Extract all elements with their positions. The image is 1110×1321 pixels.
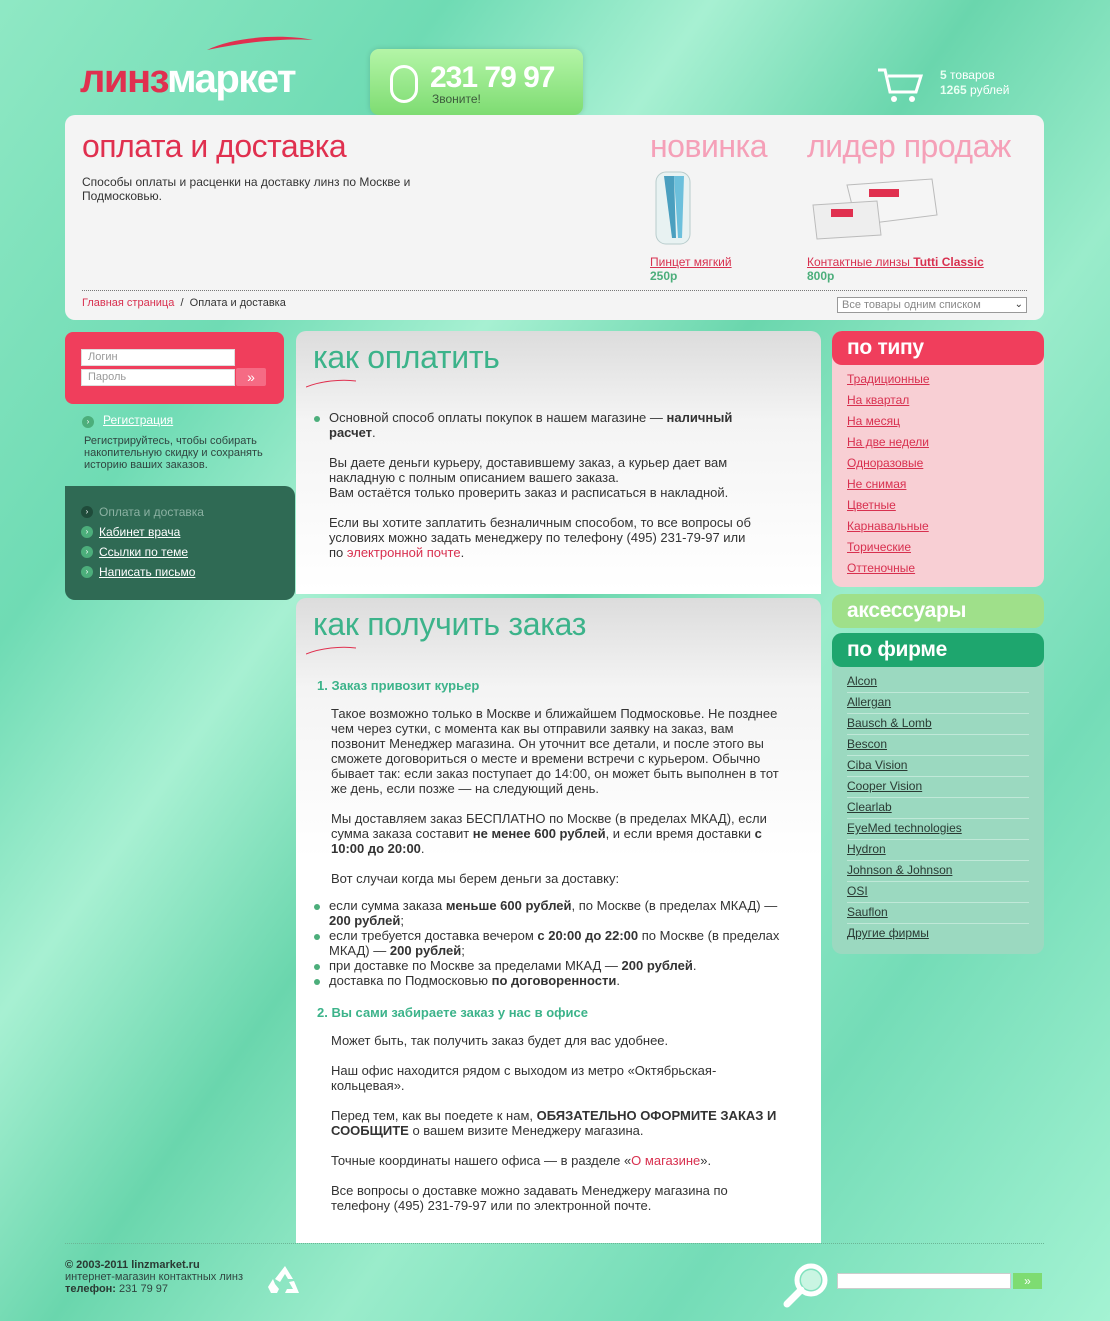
divider: [82, 290, 1027, 291]
breadcrumb-home[interactable]: Главная страница: [82, 297, 175, 309]
footer-divider: [65, 1243, 1044, 1244]
phone-icon: [390, 65, 418, 103]
payment-text: [329, 410, 759, 560]
text: Такое возможно только в Москве и ближайшем Подмосковье. Не позднее чем через сутки, с момента как вы отправили заявку на заказ, вам позвонит Менеджер магазина. Он уточнит все детали, и после этого вы сможете договориться о месте и времени встречи с курьером. Обычно бывает так: если заказ поступает до 14:00, он может быть выполнен в тот же день, если позже — на следующий день.: [331, 706, 779, 796]
site-logo[interactable]: [80, 56, 295, 102]
bullet-icon: [314, 979, 320, 985]
firm-link[interactable]: OSI: [847, 884, 868, 898]
text-bold: по договоренности: [491, 973, 617, 988]
all-goods-select-value: Все товары одним списком: [842, 299, 981, 311]
list-item: [329, 958, 789, 973]
text-bold: наличный расчет: [329, 410, 733, 440]
text: Все вопросы о доставке можно задавать Менеджеру магазина по телефону (495) 231-79-97 или по электронной почте.: [331, 1183, 728, 1213]
footer-phone-label: телефон:: [65, 1283, 116, 1295]
firm-link[interactable]: Johnson & Johnson: [847, 863, 953, 877]
type-link[interactable]: Одноразовые: [847, 456, 924, 470]
text-bold: 200 рублей: [621, 958, 693, 973]
delivery-list: [329, 898, 789, 988]
divider: [847, 839, 1029, 840]
nav-item-write[interactable]: [81, 565, 195, 579]
firm-link[interactable]: Sauflon: [847, 905, 888, 919]
type-link[interactable]: На месяц: [847, 414, 900, 428]
chevron-down-icon: ⌄: [1014, 299, 1023, 310]
list-item: [329, 928, 789, 958]
cart-summary[interactable]: [940, 68, 1009, 98]
firm-link[interactable]: Bescon: [847, 737, 888, 751]
recycle-icon: [265, 1263, 305, 1298]
firm-link[interactable]: Alcon: [847, 674, 878, 688]
cart-sum-label: рублей: [970, 83, 1010, 97]
text: .: [616, 973, 621, 988]
firm-link[interactable]: Clearlab: [847, 800, 892, 814]
firm-link[interactable]: Bausch & Lomb: [847, 716, 932, 730]
text: ;: [400, 913, 404, 928]
phone-number: 231 79 97: [430, 61, 555, 94]
promo-leader-link-bold: Tutti Classic: [913, 255, 984, 269]
about-link[interactable]: О магазине: [631, 1153, 701, 1168]
delivery-subheading-2: 2. Вы сами забираете заказ у нас в офисе: [317, 1005, 589, 1020]
text: .: [372, 425, 376, 440]
breadcrumb-separator: /: [180, 297, 184, 309]
type-link[interactable]: Карнавальные: [847, 519, 929, 533]
text: если сумма заказа: [329, 898, 446, 913]
text: .: [420, 841, 425, 856]
cart-count-label: товаров: [950, 68, 995, 82]
bullet-icon: [314, 934, 320, 940]
text: о вашем визите Менеджеру магазина.: [408, 1123, 644, 1138]
search-input[interactable]: [837, 1273, 1011, 1289]
divider: [847, 755, 1029, 756]
firm-link[interactable]: Allergan: [847, 695, 892, 709]
list-item: [329, 898, 789, 928]
search-icon[interactable]: [783, 1262, 833, 1308]
promo-leader-heading: лидер продаж: [807, 128, 1011, 164]
phone-caption: Звоните!: [432, 92, 481, 106]
text: Вы даете деньги курьеру, доставившему заказ, а курьер дает вам накладную с полным описанием вашего заказа.: [329, 455, 728, 485]
firm-link[interactable]: EyeMed technologies: [847, 821, 962, 835]
logo-part2: маркет: [167, 57, 296, 101]
delivery-text-1: [331, 706, 781, 886]
text-bold: с 10:00 до 20:00: [331, 826, 762, 856]
text: доставка по Подмосковью: [329, 973, 492, 988]
page-title: оплата и доставка: [82, 128, 347, 164]
text: ;: [461, 943, 465, 958]
nav-item-label: Оплата и доставка: [99, 505, 204, 519]
category-by-type: [832, 331, 1044, 587]
text-bold: 200 рублей: [389, 943, 462, 958]
nav-item-label: Ссылки по теме: [99, 545, 189, 559]
nav-item-links[interactable]: [81, 545, 188, 559]
firm-link[interactable]: Hydron: [847, 842, 886, 856]
delivery-text-2: [331, 1033, 781, 1213]
type-link[interactable]: Цветные: [847, 498, 896, 512]
cart-icon[interactable]: [876, 66, 924, 104]
divider: [847, 818, 1029, 819]
logo-swoosh-icon: [205, 34, 315, 54]
firm-link[interactable]: Ciba Vision: [847, 758, 908, 772]
text: Вам остаётся только проверить заказ и расписаться в накладной.: [329, 485, 729, 500]
login-submit-button[interactable]: »: [236, 368, 266, 386]
bullet-icon: [314, 416, 320, 422]
type-link[interactable]: Традиционные: [847, 372, 930, 386]
text-bold: 200 рублей: [329, 913, 401, 928]
password-input[interactable]: Пароль: [81, 369, 235, 386]
left-nav: [65, 486, 295, 600]
text: , и если время доставки: [605, 826, 755, 841]
text: .: [692, 958, 697, 973]
arrow-right-icon: ›: [81, 506, 93, 518]
page-description: Способы оплаты и расценки на доставку линз по Москве и Подмосковью.: [82, 175, 411, 203]
login-form: [65, 332, 284, 404]
text: при доставке по Москве за пределами МКАД —: [329, 958, 622, 973]
promo-leader-link-text: Контактные линзы: [807, 255, 910, 269]
text-bold: ОБЯЗАТЕЛЬНО ОФОРМИТЕ ЗАКАЗ И СООБЩИТЕ: [331, 1108, 777, 1138]
text-bold: не менее 600 рублей: [472, 826, 606, 841]
text: Вот случаи когда мы берем деньги за доставку:: [331, 871, 620, 886]
divider: [847, 923, 1029, 924]
divider: [847, 860, 1029, 861]
text: Основной способ оплаты покупок в нашем магазине —: [329, 410, 667, 425]
swoosh-icon: [306, 379, 356, 389]
lens-box-image[interactable]: [807, 175, 942, 243]
arrow-right-icon: ›: [81, 566, 93, 578]
text: Может быть, так получить заказ будет для вас удобнее.: [331, 1033, 669, 1048]
payment-section: [296, 331, 821, 594]
delivery-section: [296, 598, 821, 1243]
logo-part1: линз: [80, 57, 168, 101]
text: Наш офис находится рядом с выходом из метро «Октябрьская-кольцевая».: [331, 1063, 717, 1093]
tweezers-image[interactable]: [650, 168, 710, 248]
text: .: [460, 545, 465, 560]
promo-leader-price: 800р: [807, 269, 835, 283]
text: Мы доставляем заказ БЕСПЛАТНО по Москве (в пределах МКАД), если сумма заказа составит: [331, 811, 767, 841]
text-bold: с 20:00 до 22:00: [537, 928, 639, 943]
firm-link[interactable]: Cooper Vision: [847, 779, 923, 793]
swoosh-icon: [306, 646, 356, 656]
text: ».: [700, 1153, 712, 1168]
login-input[interactable]: Логин: [81, 349, 235, 366]
type-link[interactable]: Оттеночные: [847, 561, 916, 575]
divider: [847, 692, 1029, 693]
bullet-icon: [314, 964, 320, 970]
page-header-box: [65, 115, 1044, 320]
nav-item-label: Написать письмо: [99, 565, 196, 579]
text: по Москве (в пределах МКАД) —: [329, 928, 780, 958]
firm-link[interactable]: Другие фирмы: [847, 926, 929, 940]
category-by-firm: [832, 633, 1044, 954]
promo-new-heading: новинка: [650, 128, 768, 164]
text-bold: меньше 600 рублей: [445, 898, 572, 913]
payment-title: как оплатить: [313, 339, 500, 375]
all-goods-select[interactable]: [837, 297, 1027, 313]
search-submit-button[interactable]: »: [1013, 1273, 1042, 1289]
type-link[interactable]: Не снимая: [847, 477, 907, 491]
type-link[interactable]: На квартал: [847, 393, 910, 407]
list-item: [329, 973, 789, 988]
text: Если вы хотите заплатить безналичным способом, то все вопросы об условиях можно задать менеджеру по телефону (495) 231-79-97 или по: [329, 515, 751, 560]
by-firm-heading: по фирме: [832, 633, 1044, 667]
promo-new-price: 250р: [650, 269, 678, 283]
text: Перед тем, как вы поедете к нам,: [331, 1108, 537, 1123]
type-link[interactable]: Торические: [847, 540, 911, 554]
divider: [847, 713, 1029, 714]
footer-tagline: интернет-магазин контактных линз: [65, 1271, 244, 1283]
promo-new-link[interactable]: Пинцет мягкий: [650, 255, 732, 269]
divider: [847, 881, 1029, 882]
arrow-right-icon: ›: [81, 526, 93, 538]
by-type-heading: по типу: [832, 331, 1044, 365]
delivery-title: как получить заказ: [313, 606, 587, 642]
bullet-icon: [314, 904, 320, 910]
divider: [847, 776, 1029, 777]
breadcrumb: [82, 297, 286, 309]
type-link[interactable]: На две недели: [847, 435, 929, 449]
cart-sum: 1265: [940, 83, 967, 97]
arrow-right-icon: ›: [82, 416, 94, 428]
register-link[interactable]: Регистрация: [103, 413, 174, 427]
divider: [847, 902, 1029, 903]
cart-count: 5: [940, 68, 947, 82]
email-link[interactable]: электронной почте: [346, 545, 461, 560]
text: если требуется доставка вечером: [329, 928, 538, 943]
breadcrumb-current: Оплата и доставка: [189, 297, 286, 309]
divider: [847, 797, 1029, 798]
text: Точные координаты нашего офиса — в разделе «: [331, 1153, 632, 1168]
promo-leader-link[interactable]: [807, 255, 984, 269]
text: , по Москве (в пределах МКАД) —: [571, 898, 778, 913]
arrow-right-icon: ›: [81, 546, 93, 558]
footer-info: [65, 1259, 243, 1295]
nav-item-label: Кабинет врача: [99, 525, 181, 539]
divider: [847, 734, 1029, 735]
phone-banner: [370, 49, 583, 115]
accessories-heading[interactable]: аксессуары: [832, 594, 1044, 628]
nav-item-payment[interactable]: [81, 505, 204, 519]
nav-item-doctor[interactable]: [81, 525, 180, 539]
register-description: Регистрируйтесь, чтобы собирать накопительную скидку и сохранять историю ваших заказов.: [84, 435, 263, 471]
delivery-subheading-1: 1. Заказ привозит курьер: [317, 678, 480, 693]
copyright: © 2003-2011 linzmarket.ru: [65, 1259, 200, 1271]
footer-phone: 231 79 97: [119, 1283, 168, 1295]
